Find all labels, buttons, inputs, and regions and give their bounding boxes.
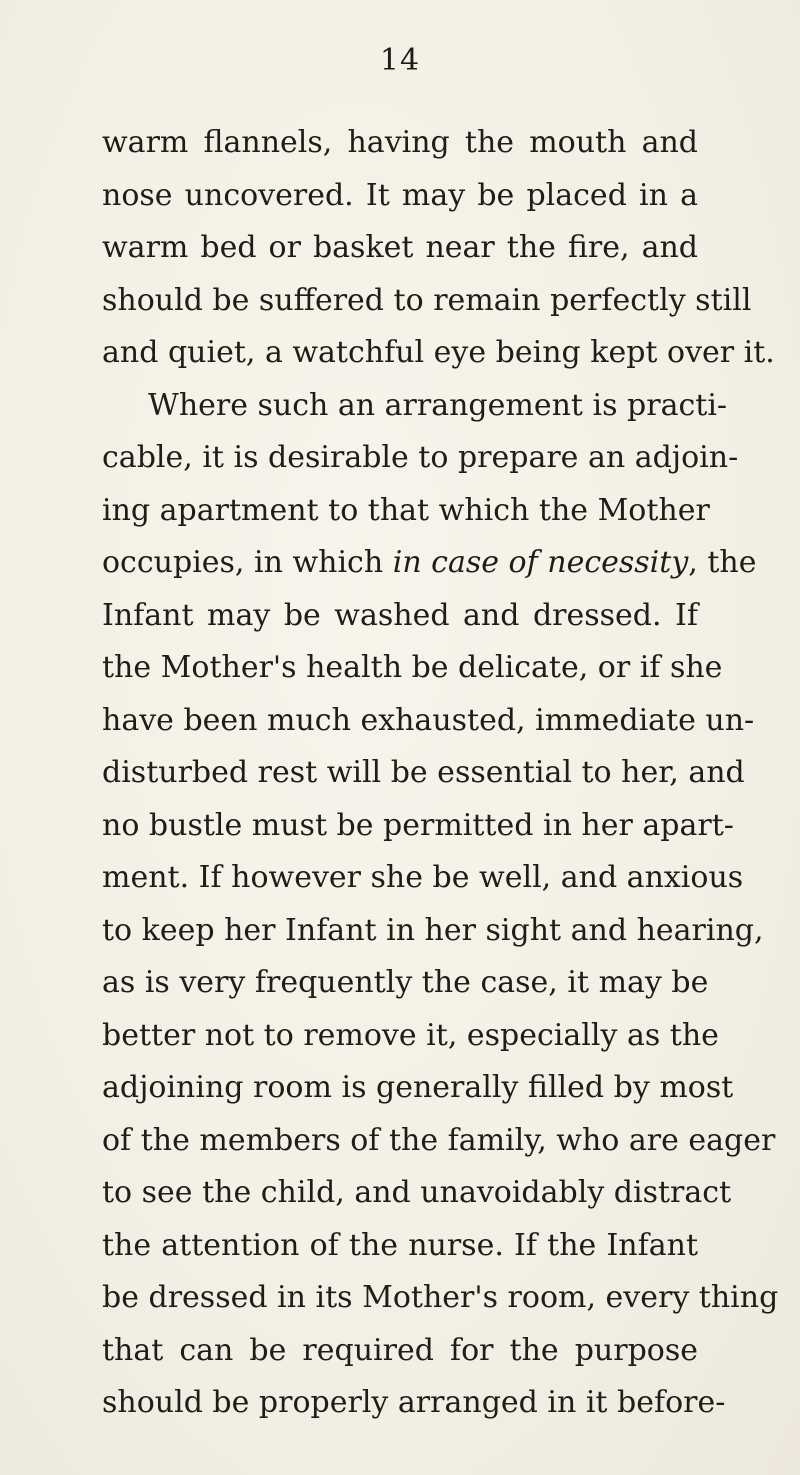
text-line: the attention of the nurse. If the Infant <box>102 1227 698 1263</box>
text-line: the Mother's health be delicate, or if she <box>102 650 723 685</box>
text-line: be dressed in its Mother's room, every thing <box>102 1280 779 1315</box>
text-line: should be suffered to remain perfectly still <box>102 282 752 318</box>
text-line: better not to remove it, especially as the <box>102 1017 719 1053</box>
text-line: disturbed rest will be essential to her, and <box>102 755 745 790</box>
text-line-with-italic <box>102 537 757 590</box>
text-line: adjoining room is generally filled by most <box>102 1070 734 1105</box>
text-line: ing apartment to that which the Mother <box>102 492 710 528</box>
text-line: and quiet, a watchful eye being kept over it. <box>102 335 775 370</box>
text-line: to keep her Infant in her sight and hearing, <box>102 912 764 948</box>
text-segment: , the <box>688 545 757 580</box>
text-line: of the members of the family, who are eager <box>102 1122 776 1158</box>
text-line-paragraph-start: Where such an arrangement is practi- <box>148 387 728 423</box>
text-line: that can be required for the purpose <box>102 1332 698 1368</box>
text-line: warm flannels, having the mouth and <box>102 125 698 160</box>
italic-phrase: in case of necessity <box>392 545 689 580</box>
text-line: no bustle must be permitted in her apart- <box>102 807 734 843</box>
text-line: Infant may be washed and dressed. If <box>102 597 698 633</box>
text-line: have been much exhausted, immediate un- <box>102 702 755 738</box>
text-line: to see the child, and unavoidably distract <box>102 1175 732 1210</box>
text-line: ment. If however she be well, and anxious <box>102 860 744 895</box>
page-number: 14 <box>379 43 421 78</box>
text-line: nose uncovered. It may be placed in a <box>102 177 698 213</box>
body-text <box>102 117 779 1430</box>
text-line: warm bed or basket near the fire, and <box>102 230 698 265</box>
text-line: should be properly arranged in it before- <box>102 1385 726 1420</box>
text-line: as is very frequently the case, it may be <box>102 965 709 1000</box>
text-segment: occupies, in which <box>102 545 393 580</box>
text-line: cable, it is desirable to prepare an adjoin- <box>102 440 739 475</box>
